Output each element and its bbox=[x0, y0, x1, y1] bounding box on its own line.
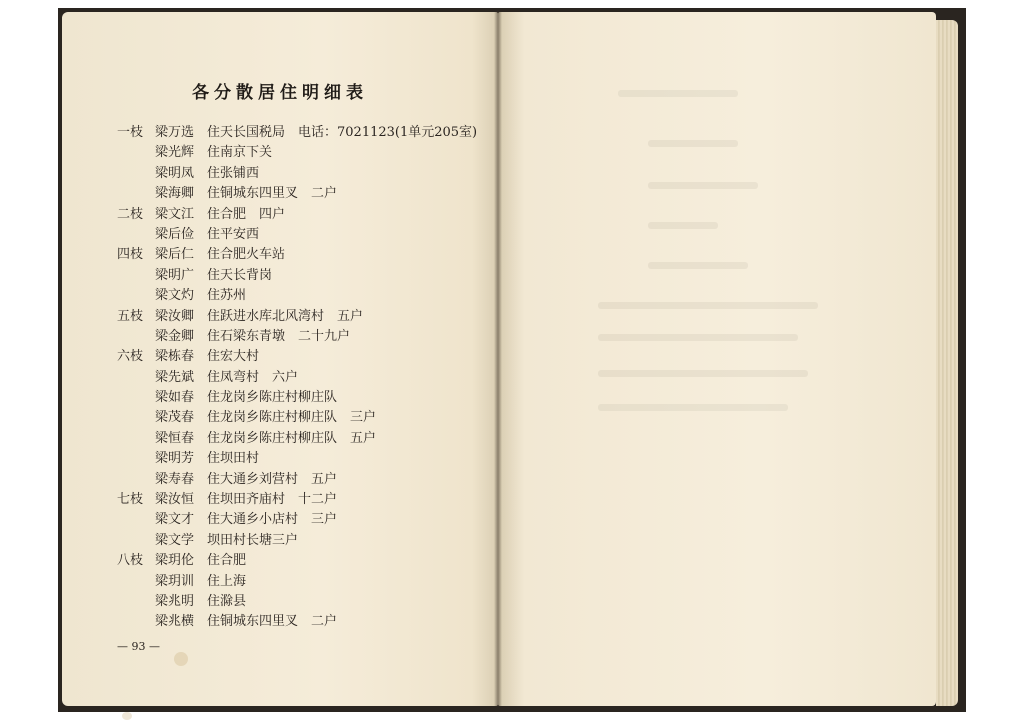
residence-address: 住合肥 bbox=[207, 553, 247, 569]
person-name: 梁文学 bbox=[155, 532, 195, 548]
branch-label bbox=[117, 592, 155, 612]
person-name: 梁文才 bbox=[155, 512, 195, 528]
list-row bbox=[117, 429, 487, 449]
branch-label bbox=[117, 143, 155, 163]
person-name: 梁寿春 bbox=[155, 471, 195, 487]
list-row bbox=[117, 551, 487, 571]
branch-label bbox=[117, 286, 155, 306]
person-name: 梁万选 bbox=[155, 125, 195, 140]
residence-list bbox=[117, 123, 487, 633]
person-name: 梁后仁 bbox=[155, 247, 195, 263]
residence-address: 住石梁东青墩 二十九户 bbox=[207, 328, 351, 344]
residence-address: 住平安西 bbox=[207, 226, 260, 242]
branch-label bbox=[117, 164, 155, 184]
residence-address: 住龙岗乡陈庄村柳庄队 五户 bbox=[207, 430, 377, 446]
person-name: 梁兆明 bbox=[155, 593, 195, 609]
branch-label bbox=[117, 266, 155, 286]
page-title: 各分散居住明细表 bbox=[192, 83, 368, 103]
page-number: — 93 — bbox=[117, 640, 160, 653]
list-row bbox=[117, 143, 487, 163]
residence-address: 住跃进水库北风湾村 五户 bbox=[207, 308, 364, 324]
right-page bbox=[498, 12, 936, 706]
list-row bbox=[117, 184, 487, 204]
branch-label bbox=[117, 612, 155, 632]
residence-address: 住天长背岗 bbox=[207, 267, 273, 283]
branch-label bbox=[117, 368, 155, 388]
person-name: 梁玥伦 bbox=[155, 553, 195, 569]
branch-label: 一枝 bbox=[117, 125, 144, 140]
residence-address: 住铜城东四里叉 二户 bbox=[207, 614, 338, 630]
list-row bbox=[117, 225, 487, 245]
person-name: 梁金卿 bbox=[155, 328, 195, 344]
list-row bbox=[117, 205, 487, 225]
list-row bbox=[117, 408, 487, 428]
branch-label bbox=[117, 184, 155, 204]
residence-address: 住天长国税局 电话：7021123(1单元205室) bbox=[207, 125, 478, 140]
branch-label: 八枝 bbox=[117, 553, 144, 569]
list-row bbox=[117, 266, 487, 286]
left-page bbox=[62, 12, 498, 706]
person-name: 梁汝恒 bbox=[155, 492, 195, 508]
list-row bbox=[117, 490, 487, 510]
person-name: 梁文江 bbox=[155, 206, 195, 222]
person-name: 梁兆横 bbox=[155, 614, 195, 630]
person-name: 梁明芳 bbox=[155, 451, 195, 467]
list-row bbox=[117, 449, 487, 469]
residence-address: 住宏大村 bbox=[207, 349, 260, 365]
list-row bbox=[117, 164, 487, 184]
residence-address: 住坝田村 bbox=[207, 451, 260, 467]
list-row bbox=[117, 531, 487, 551]
branch-label bbox=[117, 225, 155, 245]
residence-address: 住大通乡小店村 三户 bbox=[207, 512, 338, 528]
person-name: 梁玥训 bbox=[155, 573, 195, 589]
branch-label bbox=[117, 408, 155, 428]
list-row bbox=[117, 612, 487, 632]
person-name: 梁恒春 bbox=[155, 430, 195, 446]
list-row bbox=[117, 572, 487, 592]
residence-address: 住龙岗乡陈庄村柳庄队 bbox=[207, 390, 338, 406]
person-name: 梁明凤 bbox=[155, 165, 195, 181]
branch-label bbox=[117, 470, 155, 490]
residence-address: 住大通乡刘营村 五户 bbox=[207, 471, 338, 487]
branch-label bbox=[117, 510, 155, 530]
list-row bbox=[117, 307, 487, 327]
branch-label: 四枝 bbox=[117, 247, 144, 263]
paper-stain bbox=[174, 652, 188, 666]
residence-address: 住合肥 四户 bbox=[207, 206, 286, 222]
branch-label bbox=[117, 572, 155, 592]
list-row bbox=[117, 123, 487, 143]
bleed-through-text bbox=[498, 12, 936, 706]
person-name: 梁如春 bbox=[155, 390, 195, 406]
branch-label: 六枝 bbox=[117, 349, 144, 365]
person-name: 梁文灼 bbox=[155, 288, 195, 304]
residence-address: 住南京下关 bbox=[207, 145, 273, 161]
list-row bbox=[117, 245, 487, 265]
residence-address: 住苏州 bbox=[207, 288, 247, 304]
person-name: 梁汝卿 bbox=[155, 308, 195, 324]
branch-label bbox=[117, 388, 155, 408]
branch-label bbox=[117, 327, 155, 347]
person-name: 梁海卿 bbox=[155, 186, 195, 202]
person-name: 梁明广 bbox=[155, 267, 195, 283]
list-row bbox=[117, 388, 487, 408]
list-row bbox=[117, 470, 487, 490]
person-name: 梁先斌 bbox=[155, 369, 195, 385]
list-row bbox=[117, 286, 487, 306]
residence-address: 坝田村长塘三户 bbox=[207, 532, 299, 548]
list-row bbox=[117, 510, 487, 530]
list-row bbox=[117, 347, 487, 367]
branch-label: 五枝 bbox=[117, 308, 144, 324]
branch-label bbox=[117, 531, 155, 551]
branch-label: 七枝 bbox=[117, 492, 144, 508]
branch-label: 二枝 bbox=[117, 206, 144, 222]
paper-stain bbox=[122, 712, 132, 720]
residence-address: 住铜城东四里叉 二户 bbox=[207, 186, 338, 202]
list-row bbox=[117, 327, 487, 347]
residence-address: 住龙岗乡陈庄村柳庄队 三户 bbox=[207, 410, 377, 426]
page-edges bbox=[936, 20, 958, 706]
person-name: 梁茂春 bbox=[155, 410, 195, 426]
residence-address: 住坝田齐庙村 十二户 bbox=[207, 492, 338, 508]
residence-address: 住凤弯村 六户 bbox=[207, 369, 299, 385]
list-row bbox=[117, 368, 487, 388]
residence-address: 住滁县 bbox=[207, 593, 247, 609]
residence-address: 住张铺西 bbox=[207, 165, 260, 181]
open-book bbox=[58, 8, 966, 712]
residence-address: 住上海 bbox=[207, 573, 247, 589]
branch-label bbox=[117, 449, 155, 469]
list-row bbox=[117, 592, 487, 612]
person-name: 梁栋春 bbox=[155, 349, 195, 365]
branch-label bbox=[117, 429, 155, 449]
book-spine bbox=[494, 12, 502, 706]
person-name: 梁光辉 bbox=[155, 145, 195, 161]
residence-address: 住合肥火车站 bbox=[207, 247, 286, 263]
person-name: 梁后俭 bbox=[155, 226, 195, 242]
